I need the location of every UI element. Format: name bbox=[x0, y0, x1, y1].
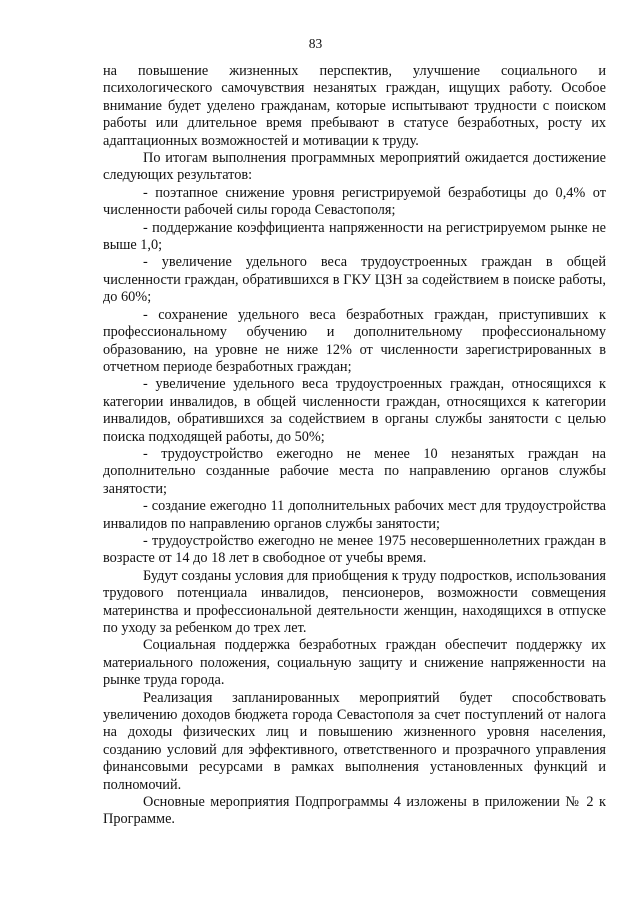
paragraph-appendix-reference: Основные мероприятия Подпрограммы 4 изложены в приложении № 2 к Программе. bbox=[103, 794, 606, 828]
paragraph-social-support: Социальная поддержка безработных граждан обеспечит поддержку их материального положения, социальную защиту и снижение напряженности на рынке труда города. bbox=[103, 637, 606, 689]
paragraph-budget-revenue: Реализация запланированных мероприятий будет способствовать увеличению доходов бюджета города Севастополя за счет поступлений от налога на доходы физических лиц и повышению жизненного уровня населения, созданию условий для эффективного, ответственного и прозрачного управления финансовыми ресурсами в рамках выполнения установленных функций и полномочий. bbox=[103, 689, 606, 793]
paragraph-continuation: на повышение жизненных перспектив, улучшение социального и психологического самочувствия незанятых граждан, ищущих работу. Особое внимание будет уделено гражданам, которые испытывают трудности с поиском работы или длительное время пребывают в статусе безработных, росту их адаптационных возможностей и мотивации к труду. bbox=[103, 63, 606, 149]
page-number: 83 bbox=[308, 36, 323, 51]
list-item-training-share: - сохранение удельного веса безработных граждан, приступивших к профессиональному обучению и дополнительному профессиональному образованию, на уровне не ниже 12% от численности зарегистрированных в отчетном периоде безработных граждан; bbox=[103, 306, 606, 375]
list-item-disabled-employed-share: - увеличение удельного веса трудоустроенных граждан, относящихся к категории инвалидов, в общей численности граждан, относящихся к категории инвалидов, обратившихся за содействием в органы службы занятости с целью поиска подходящей работы, до 50%; bbox=[103, 376, 606, 445]
list-item-disabled-jobs: - создание ежегодно 11 дополнительных рабочих мест для трудоустройства инвалидов по направлению органов службы занятости; bbox=[103, 498, 606, 532]
paragraph-results-intro: По итогам выполнения программных мероприятий ожидается достижение следующих результатов: bbox=[103, 150, 606, 184]
list-item-employed-share: - увеличение удельного веса трудоустроенных граждан в общей численности граждан, обратившихся в ГКУ ЦЗН за содействием в поиске работы, до 60%; bbox=[103, 254, 606, 306]
list-item-minors-employment: - трудоустройство ежегодно не менее 1975 несовершеннолетних граждан в возрасте от 14 до 18 лет в свободное от учебы время. bbox=[103, 532, 606, 567]
body-text bbox=[103, 63, 606, 829]
list-item-additional-jobs: - трудоустройство ежегодно не менее 10 незанятых граждан на дополнительно созданные рабочие места по направлению органов службы занятости; bbox=[103, 445, 606, 497]
list-item-unemployment-rate: - поэтапное снижение уровня регистрируемой безработицы до 0,4% от численности рабочей силы города Севастополя; bbox=[103, 184, 606, 219]
list-item-tension-coefficient: - поддержание коэффициента напряженности на регистрируемом рынке не выше 1,0; bbox=[103, 219, 606, 254]
paragraph-conditions: Будут созданы условия для приобщения к труду подростков, использования трудового потенциала инвалидов, пенсионеров, возможности совмещения материнства и профессиональной деятельности женщин, находящихся в отпуске по уходу за ребенком до трех лет. bbox=[103, 567, 606, 636]
